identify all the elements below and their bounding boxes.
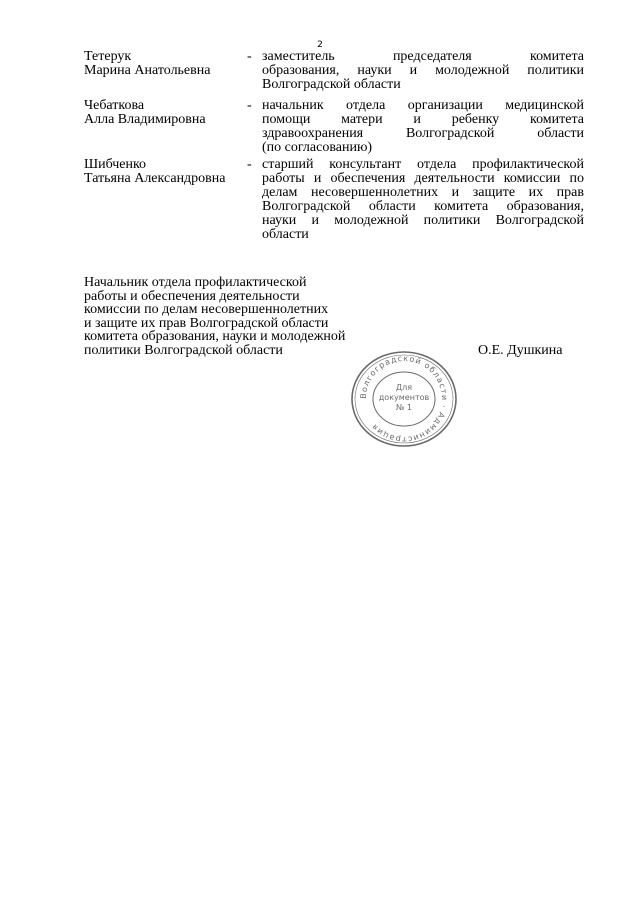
dash: - xyxy=(247,157,252,172)
seal-center-line: документов xyxy=(378,393,430,402)
official-seal xyxy=(343,349,465,449)
member-given-names: Алла Владимировна xyxy=(84,112,206,127)
seal-center-line: № 1 xyxy=(396,403,412,412)
position-line: (по согласованию) xyxy=(262,140,373,155)
position-line: науки и молодежной политики Волгоградской xyxy=(262,213,584,228)
signatory-name: О.Е. Душкина xyxy=(478,343,563,358)
member-row xyxy=(84,158,584,246)
position-line: области xyxy=(262,227,309,242)
seal-center-line: Для xyxy=(395,383,413,392)
position-line: Волгоградской области комитета образования, xyxy=(262,199,584,214)
member-name xyxy=(84,50,244,78)
position-line: старший консультант отдела профилактической xyxy=(262,157,584,172)
member-position xyxy=(262,99,584,155)
member-surname: Чебаткова xyxy=(84,98,145,113)
position-line: работы и обеспечения деятельности комиссии по xyxy=(262,171,584,186)
member-row xyxy=(84,99,584,159)
position-line: делам несовершеннолетних и защите их прав xyxy=(262,185,584,200)
position-line: начальник отдела организации медицинской xyxy=(262,98,584,113)
member-name xyxy=(84,99,244,127)
position-line: здравоохранения Волгоградской области xyxy=(262,126,584,141)
seal-ring-text: Волгоградской области · Администрация xyxy=(358,353,450,445)
member-name xyxy=(84,158,244,186)
signatory-title-line: работы и обеспечения деятельности xyxy=(84,288,300,304)
member-surname: Тетерук xyxy=(84,49,132,64)
position-line: Волгоградской области xyxy=(262,77,401,92)
position-line: заместитель председателя комитета xyxy=(262,49,584,64)
dash: - xyxy=(247,49,252,64)
member-given-names: Татьяна Александровна xyxy=(84,171,226,186)
member-surname: Шибченко xyxy=(84,157,147,172)
position-line: помощи матери и ребенку комитета xyxy=(262,112,584,127)
member-row xyxy=(84,50,584,96)
signatory-title-line: политики Волгоградской области xyxy=(84,342,283,358)
signatory-title-line: и защите их прав Волгоградской области xyxy=(84,315,329,331)
signatory-title-line: комиссии по делам несовершеннолетних xyxy=(84,302,329,317)
member-given-names: Марина Анатольевна xyxy=(84,63,211,78)
signatory-title-line: Начальник отдела профилактической xyxy=(84,275,307,290)
position-line: образования, науки и молодежной политики xyxy=(262,63,584,78)
signatory-title xyxy=(84,276,384,357)
page-number: 2 xyxy=(317,40,323,50)
dash: - xyxy=(247,98,252,113)
seal-center xyxy=(379,383,430,412)
member-position xyxy=(262,50,584,92)
signatory-title-line: комитета образования, науки и молодежной xyxy=(84,329,346,344)
member-position xyxy=(262,158,584,242)
